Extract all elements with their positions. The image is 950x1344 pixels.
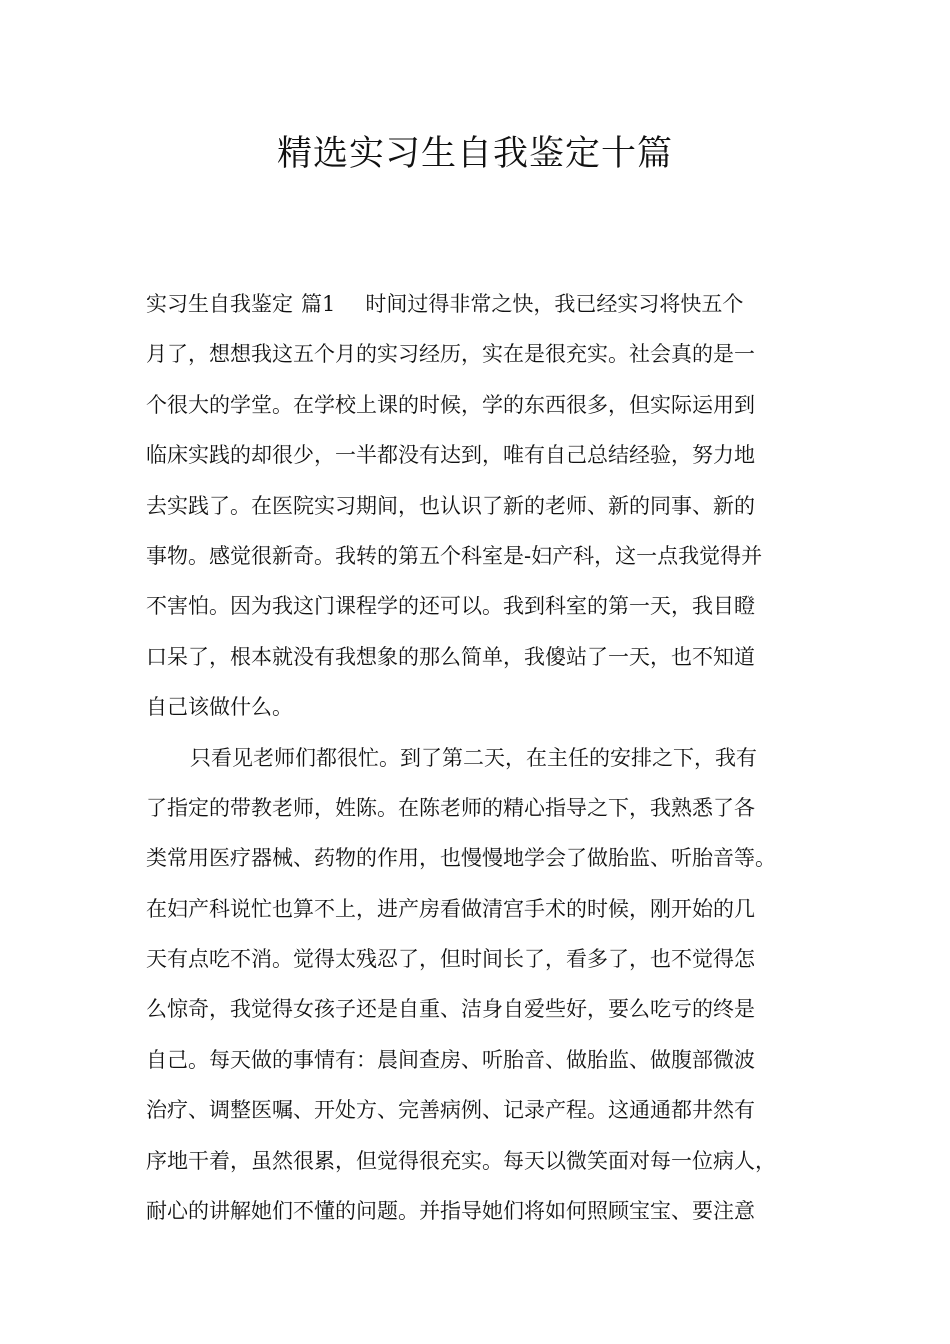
section-number: 篇1	[301, 292, 336, 316]
document-title: 精选实习生自我鉴定十篇	[276, 134, 673, 174]
paragraph-line: 类常用医疗器械、药物的作用，也慢慢地学会了做胎监、听胎音等。	[146, 846, 776, 871]
paragraph-line: 在妇产科说忙也算不上，进产房看做清宫手术的时候，刚开始的几	[146, 896, 755, 921]
paragraph-line: 临床实践的却很少，一半都没有达到，唯有自己总结经验，努力地	[146, 443, 755, 468]
paragraph-line	[146, 279, 826, 329]
paragraph-line: 只看见老师们都很忙。到了第二天，在主任的安排之下，我有	[190, 745, 757, 770]
paragraph-line: 治疗、调整医嘱、开处方、完善病例、记录产程。这通通都井然有	[146, 1098, 755, 1123]
paragraph-line: 天有点吃不消。觉得太残忍了，但时间长了，看多了，也不觉得怎	[146, 947, 755, 972]
line-text: 时间过得非常之快，我已经实习将快五个	[365, 292, 744, 316]
paragraph-line: 月了，想想我这五个月的实习经历，实在是很充实。社会真的是一	[146, 342, 755, 367]
paragraph-line: 事物。感觉很新奇。我转的第五个科室是-妇产科，这一点我觉得并	[146, 543, 763, 568]
section-heading: 实习生自我鉴定	[146, 292, 293, 316]
paragraph-line: 自己。每天做的事情有：晨间查房、听胎音、做胎监、做腹部微波	[146, 1047, 755, 1072]
paragraph-line: 去实践了。在医院实习期间，也认识了新的老师、新的同事、新的	[146, 493, 755, 518]
paragraph-line: 么惊奇，我觉得女孩子还是自重、洁身自爱些好，要么吃亏的终是	[146, 997, 755, 1022]
paragraph-line: 个很大的学堂。在学校上课的时候，学的东西很多，但实际运用到	[146, 392, 755, 417]
paragraph-line: 了指定的带教老师，姓陈。在陈老师的精心指导之下，我熟悉了各	[146, 795, 755, 820]
document-body	[146, 279, 826, 1236]
paragraph-line: 序地干着，虽然很累，但觉得很充实。每天以微笑面对每一位病人，	[146, 1148, 776, 1173]
paragraph-line: 自己该做什么。	[146, 695, 293, 720]
paragraph-line: 口呆了，根本就没有我想象的那么简单，我傻站了一天，也不知道	[146, 644, 755, 669]
paragraph-line: 不害怕。因为我这门课程学的还可以。我到科室的第一天，我目瞪	[146, 594, 755, 619]
paragraph-line: 耐心的讲解她们不懂的问题。并指导她们将如何照顾宝宝、要注意	[146, 1199, 755, 1224]
